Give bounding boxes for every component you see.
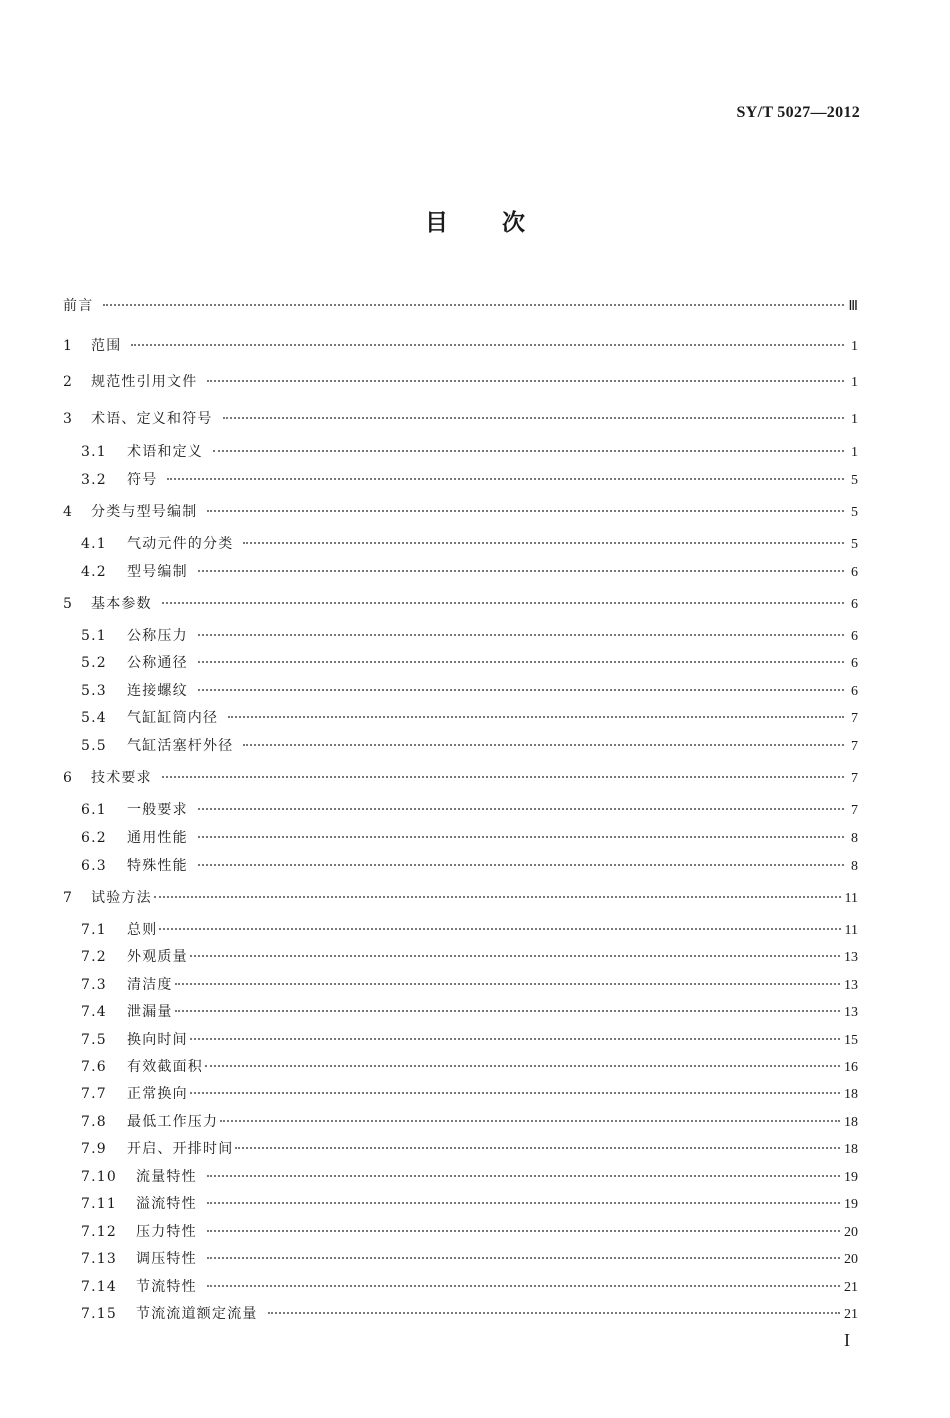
toc-entry-number: 7.4 [81, 1004, 107, 1020]
toc-entry[interactable] [63, 469, 858, 489]
toc-entry-page: 13 [844, 978, 858, 993]
toc-entry-title: 基本参数 [91, 596, 152, 612]
toc-entry-page: 16 [844, 1060, 858, 1075]
dot-leader [190, 1038, 840, 1040]
dot-leader [198, 634, 844, 636]
toc-entry-title: 溢流特性 [136, 1196, 197, 1212]
toc-entry-number: 3 [63, 411, 74, 427]
dot-leader [207, 510, 844, 512]
toc-entry-title: 清洁度 [127, 977, 173, 993]
toc-entry-number: 3.1 [81, 444, 107, 460]
dot-leader [175, 1010, 840, 1012]
toc-entry-title: 外观质量 [127, 949, 188, 965]
toc-entry[interactable] [63, 335, 858, 355]
dot-leader [207, 380, 844, 382]
toc-entry-number: 7.11 [81, 1196, 117, 1212]
toc-entry[interactable] [63, 946, 858, 966]
toc-entry[interactable] [63, 1166, 858, 1186]
toc-entry[interactable] [63, 974, 858, 994]
toc-entry[interactable] [63, 533, 858, 553]
toc-entry[interactable] [63, 1221, 858, 1241]
toc-entry-number: 7.13 [81, 1251, 117, 1267]
dot-leader [103, 304, 844, 306]
toc-entry[interactable] [63, 1303, 858, 1323]
toc-entry[interactable] [63, 855, 858, 875]
toc-entry-number: 6.1 [81, 802, 107, 818]
dot-leader [198, 689, 844, 691]
toc-entry-page: 20 [844, 1225, 858, 1240]
toc-entry-number: 7.15 [81, 1306, 117, 1322]
toc-entry-number: 2 [63, 374, 74, 390]
toc-entry[interactable] [63, 561, 858, 581]
dot-leader [154, 896, 841, 898]
toc-entry[interactable] [63, 1001, 858, 1021]
toc-entry[interactable] [63, 1193, 858, 1213]
toc-entry-number: 5 [63, 596, 74, 612]
toc-entry[interactable] [63, 707, 858, 727]
toc-entry-number: 1 [63, 338, 74, 354]
toc-entry-number: 7 [63, 890, 74, 906]
toc-entry-title: 连接螺纹 [127, 683, 188, 699]
toc-entry-number: 4.2 [81, 564, 107, 580]
toc-entry-page: 18 [844, 1087, 858, 1102]
toc-entry-title: 流量特性 [136, 1169, 197, 1185]
toc-entry-title: 正常换向 [127, 1086, 188, 1102]
toc-entry-title: 分类与型号编制 [91, 504, 198, 520]
toc-entry-page: 21 [844, 1280, 858, 1295]
toc-entry-number: 7.1 [81, 922, 107, 938]
dot-leader [205, 1065, 840, 1067]
toc-entry-number: 5.1 [81, 628, 107, 644]
toc-entry-number: 4 [63, 504, 74, 520]
toc-entry-page: 1 [851, 375, 858, 390]
dot-leader [213, 450, 844, 452]
toc-entry-number: 6.2 [81, 830, 107, 846]
dot-leader [243, 744, 844, 746]
toc-entry[interactable] [63, 441, 858, 461]
dot-leader [167, 478, 844, 480]
toc-entry-number: 7.3 [81, 977, 107, 993]
toc-entry-page: 11 [844, 923, 858, 938]
toc-entry-title: 技术要求 [91, 770, 152, 786]
toc-entry-page: 8 [851, 831, 858, 846]
toc-entry-number: 5.4 [81, 710, 107, 726]
toc-entry-title: 总则 [127, 922, 158, 938]
toc-entry-title: 气缸活塞杆外径 [127, 738, 234, 754]
toc-entry[interactable] [63, 1029, 858, 1049]
toc-entry-title: 节流流道额定流量 [136, 1306, 258, 1322]
dot-leader [198, 864, 844, 866]
toc-entry-page: 7 [851, 803, 858, 818]
toc-entry-title: 前言 [63, 298, 94, 314]
standard-code: SY/T 5027—2012 [736, 104, 860, 121]
toc-entry-title: 节流特性 [136, 1279, 197, 1295]
dot-leader [198, 570, 844, 572]
toc-entry-page: 7 [851, 739, 858, 754]
toc-entry-title: 调压特性 [136, 1251, 197, 1267]
toc-entry-title: 气动元件的分类 [127, 536, 234, 552]
toc-entry-title: 试验方法 [91, 890, 152, 906]
dot-leader [223, 417, 844, 419]
dot-leader [207, 1175, 840, 1177]
toc-entry-page: 6 [851, 565, 858, 580]
toc-entry[interactable] [63, 593, 858, 613]
toc-entry-page: 1 [851, 412, 858, 427]
toc-entry-page: 5 [851, 505, 858, 520]
toc-entry-title: 型号编制 [127, 564, 188, 580]
toc-entry[interactable] [63, 408, 858, 428]
toc-entry-title: 换向时间 [127, 1032, 188, 1048]
toc-entry-number: 7.2 [81, 949, 107, 965]
dot-leader [235, 1147, 840, 1149]
toc-entry[interactable] [63, 1056, 858, 1076]
toc-entry-number: 7.8 [81, 1114, 107, 1130]
toc-entry-page: 6 [851, 629, 858, 644]
toc-entry[interactable] [63, 1248, 858, 1268]
dot-leader [175, 983, 840, 985]
toc-entry-page: 15 [844, 1033, 858, 1048]
toc-entry-title: 泄漏量 [127, 1004, 173, 1020]
toc-entry-title: 通用性能 [127, 830, 188, 846]
dot-leader [190, 955, 840, 957]
dot-leader [207, 1285, 840, 1287]
toc-entry[interactable] [63, 295, 858, 315]
toc-entry-number: 7.6 [81, 1059, 107, 1075]
footer-page-number: I [844, 1330, 850, 1350]
toc-entry-number: 5.3 [81, 683, 107, 699]
dot-leader [207, 1202, 840, 1204]
toc-entry[interactable] [63, 919, 858, 939]
toc-entry-number: 4.1 [81, 536, 107, 552]
toc-entry-page: 18 [844, 1142, 858, 1157]
toc-entry[interactable] [63, 1276, 858, 1296]
toc-entry-number: 6.3 [81, 858, 107, 874]
toc-entry-number: 3.2 [81, 472, 107, 488]
toc-entry-number: 5.5 [81, 738, 107, 754]
dot-leader [159, 928, 840, 930]
toc-entry[interactable] [63, 625, 858, 645]
dot-leader [207, 1257, 840, 1259]
toc-entry-page: 1 [851, 445, 858, 460]
toc-entry[interactable] [63, 735, 858, 755]
toc-entry-page: 5 [851, 473, 858, 488]
toc-entry-page: 6 [851, 597, 858, 612]
toc-entry-page: 8 [851, 859, 858, 874]
toc-entry[interactable] [63, 767, 858, 787]
toc-entry-page: 20 [844, 1252, 858, 1267]
title-char-2: 次 [502, 210, 525, 236]
toc-entry-page: 7 [851, 771, 858, 786]
toc-entry[interactable] [63, 1111, 858, 1131]
toc-entry-page: Ⅲ [848, 299, 858, 314]
dot-leader [243, 542, 844, 544]
toc-entry-title: 气缸缸筒内径 [127, 710, 219, 726]
toc-entry-number: 7.10 [81, 1169, 117, 1185]
toc-entry-page: 19 [844, 1170, 858, 1185]
dot-leader [207, 1230, 840, 1232]
toc-entry-page: 7 [851, 711, 858, 726]
dot-leader [198, 836, 844, 838]
toc-entry-title: 术语和定义 [127, 444, 203, 460]
toc-entry[interactable] [63, 1083, 858, 1103]
toc-entry-page: 19 [844, 1197, 858, 1212]
toc-entry-page: 5 [851, 537, 858, 552]
dot-leader [198, 808, 844, 810]
toc-entry-number: 6 [63, 770, 74, 786]
toc-entry-title: 有效截面积 [127, 1059, 203, 1075]
dot-leader [131, 344, 844, 346]
toc-entry[interactable] [63, 827, 858, 847]
toc-entry-page: 13 [844, 950, 858, 965]
toc-entry-title: 压力特性 [136, 1224, 197, 1240]
toc-entry-title: 公称通径 [127, 655, 188, 671]
toc-entry-number: 7.14 [81, 1279, 117, 1295]
toc-entry-title: 最低工作压力 [127, 1114, 219, 1130]
toc-entry[interactable] [63, 501, 858, 521]
toc-entry-number: 7.7 [81, 1086, 107, 1102]
dot-leader [190, 1092, 840, 1094]
toc-entry-number: 5.2 [81, 655, 107, 671]
toc-entry[interactable] [63, 680, 858, 700]
toc-entry-page: 11 [844, 891, 858, 906]
toc-entry[interactable] [63, 1138, 858, 1158]
toc-entry-page: 13 [844, 1005, 858, 1020]
dot-leader [162, 776, 844, 778]
toc-entry-title: 特殊性能 [127, 858, 188, 874]
toc-entry-number: 7.12 [81, 1224, 117, 1240]
toc-entry-page: 18 [844, 1115, 858, 1130]
toc-entry[interactable] [63, 799, 858, 819]
toc-entry[interactable] [63, 652, 858, 672]
toc-entry-title: 规范性引用文件 [91, 374, 198, 390]
toc-entry-title: 术语、定义和符号 [91, 411, 213, 427]
dot-leader [228, 716, 844, 718]
toc-entry-page: 6 [851, 684, 858, 699]
dot-leader [162, 602, 844, 604]
dot-leader [198, 661, 844, 663]
toc-entry[interactable] [63, 371, 858, 391]
toc-entry-page: 6 [851, 656, 858, 671]
dot-leader [220, 1120, 840, 1122]
toc-entry-title: 符号 [127, 472, 158, 488]
page-title [0, 204, 950, 237]
toc-entry-title: 范围 [91, 338, 122, 354]
toc-entry-title: 公称压力 [127, 628, 188, 644]
toc-entry-page: 21 [844, 1307, 858, 1322]
title-char-1: 目 [425, 210, 448, 236]
toc-entry-number: 7.9 [81, 1141, 107, 1157]
toc-entry-page: 1 [851, 339, 858, 354]
dot-leader [268, 1312, 840, 1314]
toc-entry-title: 一般要求 [127, 802, 188, 818]
toc-entry-number: 7.5 [81, 1032, 107, 1048]
toc-entry-title: 开启、开排时间 [127, 1141, 234, 1157]
toc-entry[interactable] [63, 887, 858, 907]
